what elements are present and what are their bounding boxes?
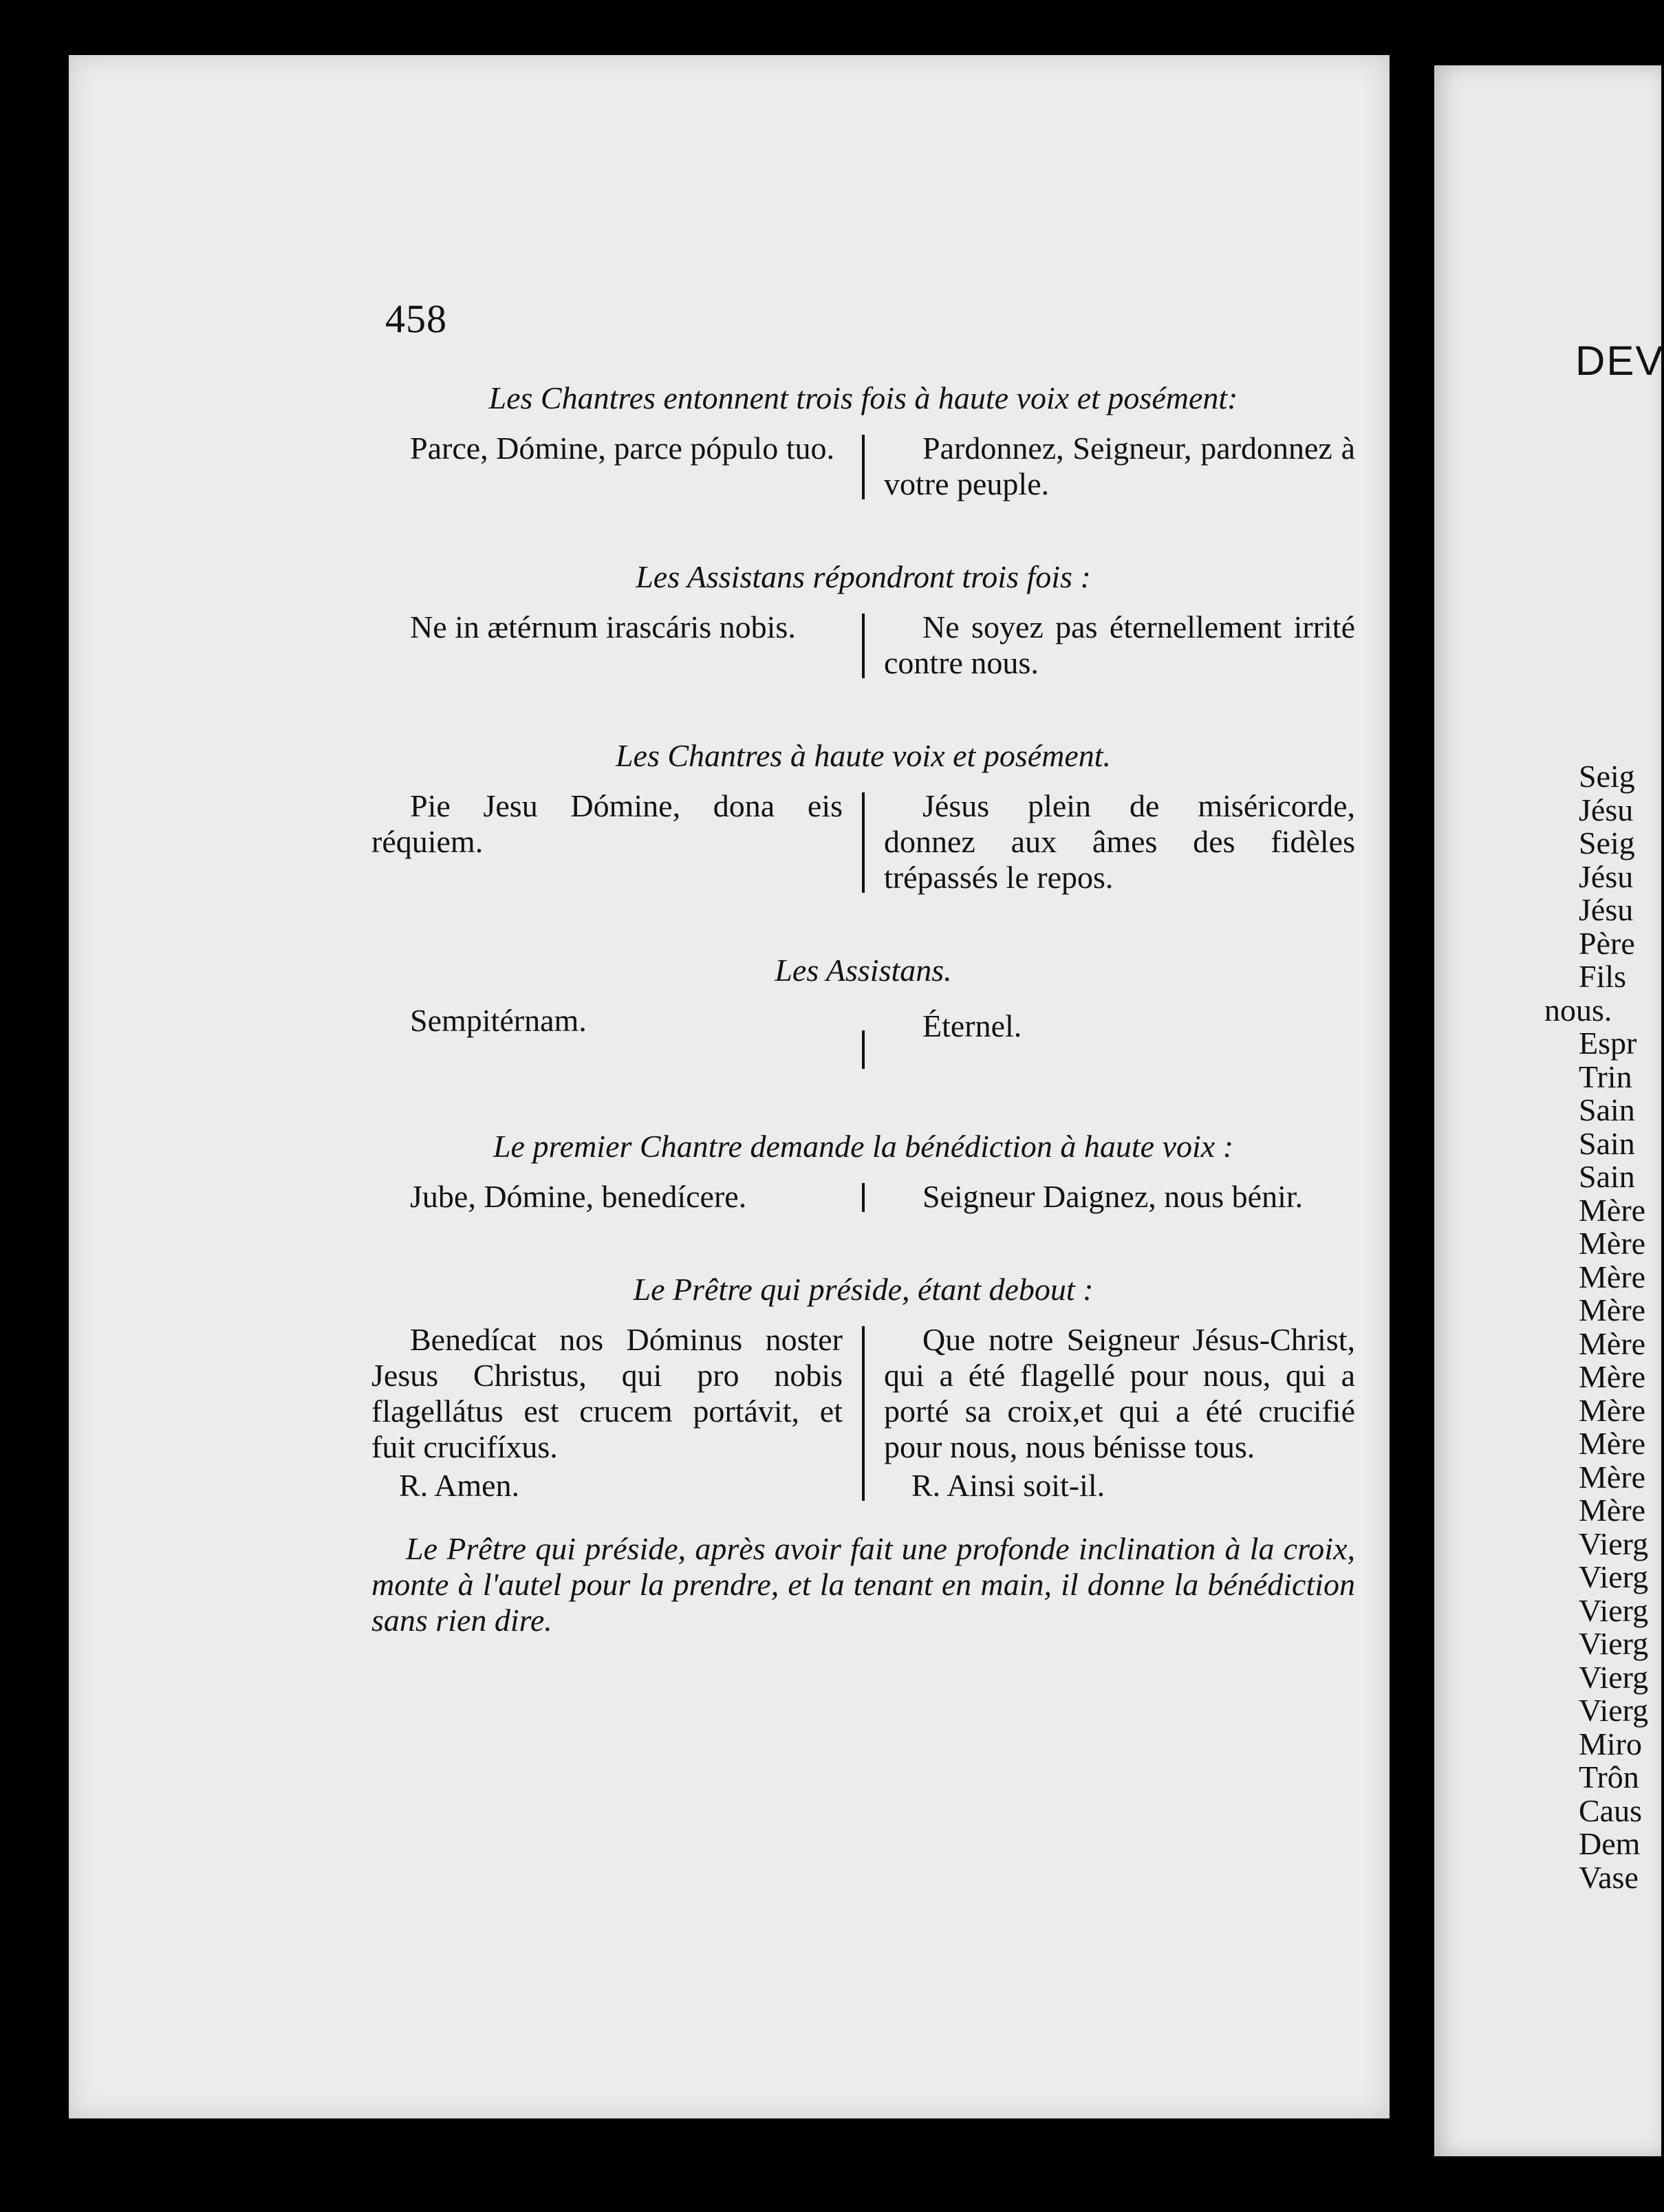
list-item: Mère	[1579, 1359, 1646, 1394]
french-column	[865, 1322, 1355, 1504]
french-column	[865, 431, 1355, 502]
list-item: Mère	[1579, 1325, 1646, 1361]
list-item: nous.	[1544, 992, 1612, 1028]
left-page	[69, 55, 1390, 2118]
verse-pair	[371, 1322, 1355, 1504]
verse-pair	[371, 788, 1355, 896]
french-text: Pardonnez, Seigneur, pardonnez à votre peuple.	[884, 431, 1355, 501]
list-item: Trin	[1579, 1059, 1632, 1094]
rubric: Les Chantres à haute voix et posément.	[615, 738, 1112, 773]
list-item: Jésu	[1579, 792, 1634, 827]
list-item: Mère	[1579, 1226, 1646, 1261]
list-item: Vierg	[1579, 1559, 1649, 1594]
rubric: Les Assistans répondront trois fois :	[636, 559, 1091, 594]
french-text: Ne soyez pas éternellement irrité contre nous.	[884, 609, 1355, 680]
list-item: Père	[1579, 925, 1635, 961]
french-text: Éternel.	[922, 1008, 1022, 1043]
french-column	[865, 788, 1355, 896]
list-item: Mère	[1579, 1426, 1646, 1461]
list-item: Vierg	[1579, 1526, 1649, 1561]
list-item: Sain	[1579, 1125, 1635, 1161]
list-item: Vierg	[1579, 1659, 1649, 1695]
list-item: Seig	[1579, 825, 1635, 860]
rubric: Le premier Chantre demande la bénédiction à haute voix :	[493, 1129, 1234, 1164]
verse-pair	[371, 1003, 1355, 1072]
list-item: Mère	[1579, 1292, 1646, 1327]
list-item: Caus	[1579, 1792, 1642, 1828]
litany-list	[1544, 760, 1648, 1894]
latin-column	[371, 1179, 862, 1215]
list-item: Vase	[1579, 1859, 1639, 1895]
page-content	[371, 378, 1355, 1638]
right-page-heading: DEV	[1575, 338, 1664, 384]
list-item: Mère	[1579, 1459, 1646, 1495]
list-item: Vierg	[1579, 1592, 1649, 1628]
french-column	[865, 1179, 1355, 1215]
rubric: Les Assistans.	[775, 953, 952, 988]
latin-text: Jube, Dómine, benedícere.	[410, 1179, 747, 1214]
list-item: Vierg	[1579, 1693, 1649, 1728]
latin-text: Sempitérnam.	[410, 1003, 587, 1038]
french-column	[865, 609, 1355, 681]
list-item: Mère	[1579, 1392, 1646, 1428]
latin-response: R. Amen.	[399, 1468, 520, 1503]
latin-text: Ne in ætérnum irascáris nobis.	[410, 609, 796, 644]
list-item: Jésu	[1579, 892, 1634, 927]
list-item: Fils	[1579, 959, 1627, 994]
latin-column	[371, 1322, 862, 1504]
closing-rubric: Le Prêtre qui préside, après avoir fait une profonde inclination à la croix, monte à l'autel pour la prendre, et la tenant en main, il donne la bénédiction sans rien dire.	[371, 1531, 1355, 1638]
latin-column	[371, 431, 862, 502]
latin-text: Parce, Dómine, parce pópulo tuo.	[410, 431, 834, 466]
list-item: Sain	[1579, 1092, 1635, 1127]
french-text: Jésus plein de miséricorde, donnez aux âmes des fidèles trépassés le repos.	[884, 788, 1355, 895]
right-page	[1434, 65, 1664, 2156]
verse-pair	[371, 1179, 1355, 1215]
list-item: Trôn	[1579, 1759, 1639, 1794]
verse-pair	[371, 609, 1355, 681]
latin-column	[371, 609, 862, 681]
list-item: Sain	[1579, 1159, 1635, 1194]
french-text: Que notre Seigneur Jésus-Christ, qui a été flagellé pour nous, qui a porté sa croix,et qui a été crucifié pour nous, nous bénisse tous.	[884, 1322, 1355, 1464]
rubric: Les Chantres entonnent trois fois à haute voix et posément:	[488, 380, 1238, 415]
french-column	[865, 1003, 1355, 1072]
page-number: 458	[385, 296, 447, 341]
french-response: R. Ainsi soit-il.	[911, 1468, 1105, 1503]
list-item: Dem	[1579, 1826, 1641, 1861]
list-item: Vierg	[1579, 1626, 1649, 1661]
latin-text: Benedícat nos Dóminus noster Jesus Christus, qui pro nobis flagellátus est crucem portávit, et fuit crucifíxus.	[371, 1322, 843, 1464]
verse-pair	[371, 431, 1355, 502]
latin-column	[371, 1003, 862, 1072]
french-text: Seigneur Daignez, nous bénir.	[922, 1179, 1304, 1214]
list-item: Mère	[1579, 1259, 1646, 1294]
list-item: Miro	[1579, 1726, 1642, 1761]
latin-column	[371, 788, 862, 896]
list-item: Espr	[1579, 1026, 1637, 1061]
list-item: Jésu	[1579, 858, 1634, 894]
latin-text: Pie Jesu Dómine, dona eis réquiem.	[371, 788, 843, 859]
list-item: Seig	[1579, 759, 1635, 794]
rubric: Le Prêtre qui préside, étant debout :	[633, 1272, 1094, 1307]
list-item: Mère	[1579, 1493, 1646, 1528]
list-item: Mère	[1579, 1192, 1646, 1228]
